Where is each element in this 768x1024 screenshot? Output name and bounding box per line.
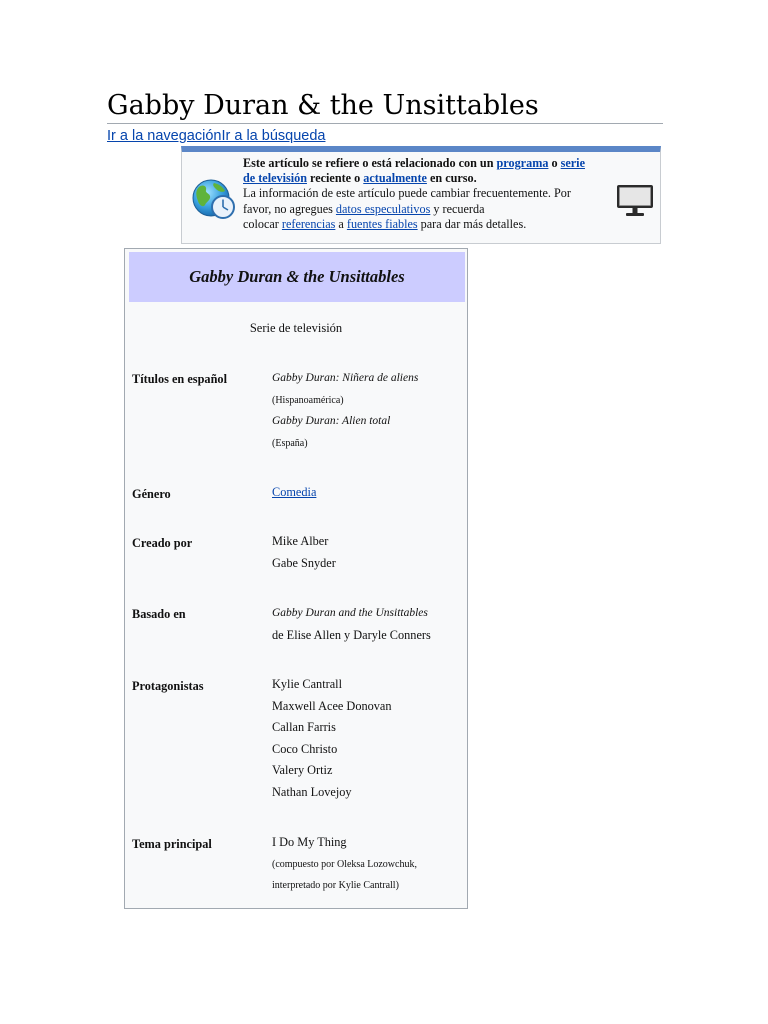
infobox-header [129, 252, 465, 302]
title-espana: Gabby Duran: Alien total [272, 415, 391, 428]
notice-line5-suffix: para dar más detalles. [420, 216, 527, 231]
infobox-label-protagonistas: Protagonistas [132, 679, 204, 693]
source-book-authors: de Elise Allen y Daryle Conners [272, 627, 431, 642]
infobox-label-basado: Basado en [132, 607, 186, 621]
page-title: Gabby Duran & the Unsittables [107, 90, 539, 121]
cast-member: Nathan Lovejoy [272, 784, 352, 799]
datos-especulativos-link[interactable]: datos especulativos [335, 201, 431, 216]
title-divider [107, 123, 663, 124]
creator-name: Gabe Snyder [272, 555, 336, 570]
notice-line5-prefix: colocar [243, 216, 279, 231]
current-event-notice [181, 146, 661, 244]
cast-member: Callan Farris [272, 720, 336, 735]
notice-conj-o: o [551, 156, 558, 170]
notice-mid: reciente o [310, 171, 361, 186]
jump-to-search-link[interactable]: Ir a la búsqueda [221, 128, 326, 144]
region-espana: (España) [272, 437, 308, 449]
infobox-value-protagonistas [272, 674, 462, 804]
notice-line4-prefix: favor, no agregues [243, 201, 333, 216]
jump-links [107, 127, 325, 145]
infobox-value-basado [272, 603, 462, 646]
notice-line4-suffix: y recuerda [433, 201, 485, 216]
infobox-value-creado [272, 531, 462, 574]
infobox-subtitle: Serie de televisión [249, 321, 343, 335]
referencias-link[interactable]: referencias [281, 216, 336, 231]
infobox-label-titulos: Títulos en español [132, 372, 227, 386]
fuentes-fiables-link[interactable]: fuentes fiables [346, 216, 418, 231]
cast-member: Coco Christo [272, 741, 338, 756]
tv-monitor-icon [616, 184, 654, 218]
theme-song-composer: (compuesto por Oleksa Lozowchuk, [272, 858, 417, 870]
serie-link-part1[interactable]: serie [560, 156, 585, 170]
notice-intro: Este artículo se refiere o está relacionado con un [243, 156, 494, 170]
infobox-value-tema [272, 832, 462, 897]
creator-name: Mike Alber [272, 534, 329, 548]
notice-text [243, 156, 613, 232]
infobox-title: Gabby Duran & the Unsittables [189, 267, 405, 286]
notice-end: en curso. [429, 171, 477, 186]
infobox-label-tema: Tema principal [132, 837, 212, 851]
infobox-value-genero [272, 482, 462, 504]
infobox-label-genero: Género [132, 487, 171, 501]
infobox-value-titulos [272, 368, 462, 454]
genre-comedia-link[interactable]: Comedia [272, 485, 317, 499]
infobox-label-creado: Creado por [132, 536, 193, 550]
cast-member: Maxwell Acee Donovan [272, 698, 392, 713]
theme-song-title: I Do My Thing [272, 835, 347, 849]
infobox [124, 248, 468, 909]
serie-link-part2[interactable]: de televisión [243, 171, 307, 186]
notice-line3: La información de este artículo puede cambiar frecuentemente. Por [243, 186, 571, 201]
region-hispanoamerica: (Hispanoamérica) [272, 394, 344, 406]
cast-member: Kylie Cantrall [272, 677, 343, 691]
globe-clock-icon [190, 178, 238, 220]
jump-to-navigation-link[interactable]: Ir a la navegación [107, 128, 222, 144]
theme-song-performer: interpretado por Kylie Cantrall) [272, 880, 399, 892]
programa-link[interactable]: programa [496, 156, 549, 170]
source-book-title: Gabby Duran and the Unsittables [272, 607, 428, 619]
actualmente-link[interactable]: actualmente [363, 171, 427, 186]
notice-conj-a: a [338, 216, 344, 231]
cast-member: Valery Ortiz [272, 763, 333, 778]
title-hispanoamerica: Gabby Duran: Niñera de aliens [272, 372, 419, 384]
